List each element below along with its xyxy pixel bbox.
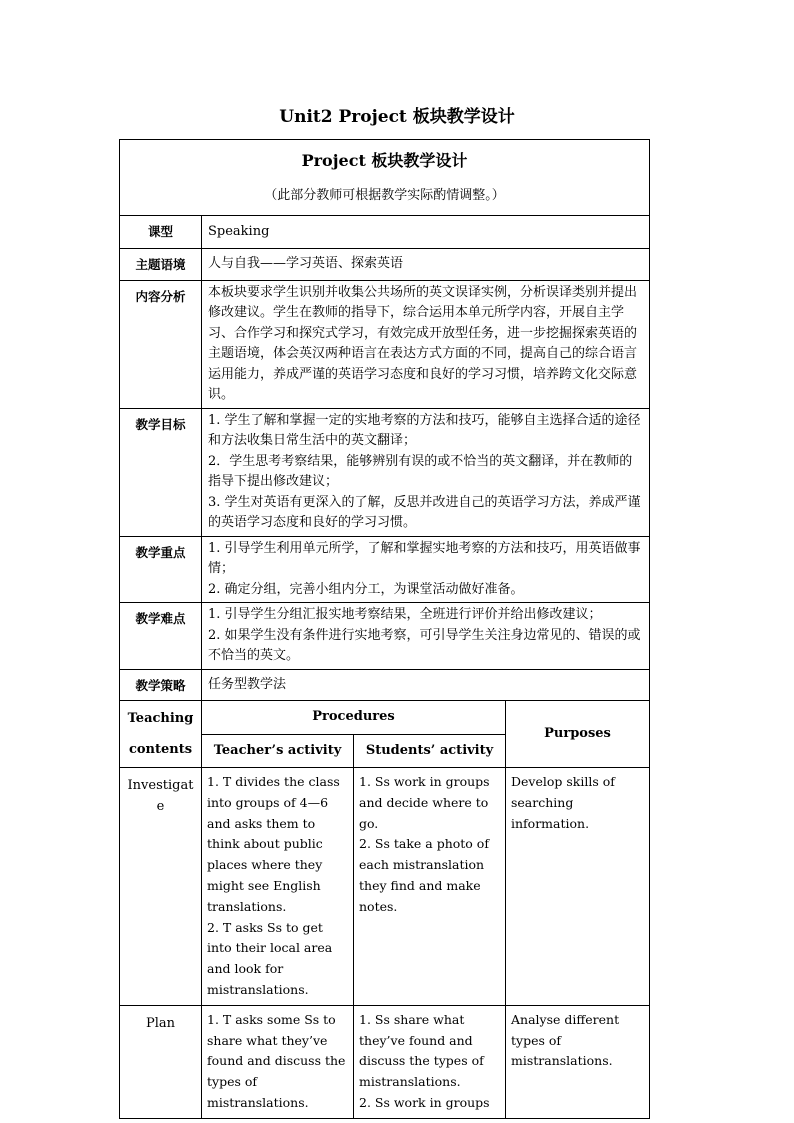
goal-item: 3. 学生对英语有更深入的了解，反思并改进自己的英语学习方法，养成严谨的英语学习态度和良好的学习习惯。 [208,494,641,530]
teacher-activity-item: 1. T asks some Ss to share what they’ve found and discuss the types of mistranslations. [207,1011,346,1110]
phase-plan: Plan [120,1005,202,1118]
header-teaching: Teaching [127,711,194,726]
value-type: Speaking [202,215,650,249]
row-goals [120,408,650,536]
header-teaching-contents [120,701,202,768]
row-focus [120,536,650,603]
document-title: Unit2 Project 板块教学设计 [279,107,515,127]
caption-row [120,140,650,216]
row-difficulty [120,603,650,670]
header-purposes: Purposes [506,701,650,768]
lesson-plan-table [119,139,650,1119]
purpose: Analyse different types of mistranslations. [506,1005,650,1118]
table-note: （此部分教师可根据教学实际酌情调整。） [264,188,505,203]
teacher-activity [202,1005,354,1118]
row-strategy [120,669,650,701]
students-activity-item: 1. Ss share what they’ve found and discuss the types of mistranslations. [359,1011,484,1090]
procedures-header-row [120,701,650,735]
goal-item: 1. 学生了解和掌握一定的实地考察的方法和技巧，能够自主选择合适的途径和方法收集日常生活中的英文翻译； [208,412,641,448]
students-activity-item: 2. Ss work in groups [359,1094,490,1110]
label-difficulty: 教学难点 [120,603,202,670]
difficulty-item: 1. 引导学生分组汇报实地考察结果，全班进行评价并给出修改建议； [208,607,602,622]
focus-item: 1. 引导学生利用单元所学，了解和掌握实地考察的方法和技巧，用英语做事情； [208,540,641,576]
value-analysis: 本板块要求学生识别并收集公共场所的英文误译实例，分析误译类别并提出修改建议。学生在教师的指导下，综合运用本单元所学内容，开展自主学习、合作学习和探究式学习，有效完成开放型任务，进一步挖掘探索英语的主题语境，体会英汉两种语言在表达方式方面的不同，提高自己的综合语言运用能力，养成严谨的英语学习态度和良好的学习习惯，培养跨文化交际意识。 [202,280,650,408]
value-strategy: 任务型教学法 [202,669,650,701]
value-theme: 人与自我——学习英语、探索英语 [202,249,650,281]
focus-item: 2. 确定分组，完善小组内分工，为课堂活动做好准备。 [208,581,524,597]
teacher-activity-item: 1. T divides the class into groups of 4—6 and asks them to think about public places where they might see English translations. [207,774,340,914]
step-row-plan [120,1005,650,1118]
header-procedures: Procedures [202,701,506,735]
label-strategy: 教学策略 [120,669,202,701]
row-analysis [120,280,650,408]
students-activity [354,1005,506,1118]
header-students-activity: Students’ activity [354,734,506,768]
students-activity-item: 2. Ss take a photo of each mistranslation they find and make notes. [359,836,489,914]
students-activity-item: 1. Ss work in groups and decide where to go. [359,774,490,831]
label-goals: 教学目标 [120,408,202,536]
students-activity [354,768,506,1006]
label-type: 课型 [120,215,202,249]
purpose: Develop skills of searching information. [506,768,650,1006]
teacher-activity [202,768,354,1006]
value-difficulty [202,603,650,670]
teacher-activity-item: 2. T asks Ss to get into their local area and look for mistranslations. [207,919,333,997]
header-teacher-activity: Teacher’s activity [202,734,354,768]
value-goals [202,408,650,536]
label-analysis: 内容分析 [120,280,202,408]
row-type [120,215,650,249]
value-focus [202,536,650,603]
step-row-investigate [120,768,650,1006]
label-theme: 主题语境 [120,249,202,281]
difficulty-item: 2. 如果学生没有条件进行实地考察，可引导学生关注身边常见的、错误的或不恰当的英文。 [208,627,641,663]
label-focus: 教学重点 [120,536,202,603]
goal-item: 2．学生思考考察结果，能够辨别有误的或不恰当的英文翻译，并在教师的指导下提出修改建议； [208,453,633,489]
table-title: Project 板块教学设计 [301,151,468,170]
header-contents: contents [128,742,193,757]
phase-investigate: Investigate [120,768,202,1006]
row-theme [120,249,650,281]
